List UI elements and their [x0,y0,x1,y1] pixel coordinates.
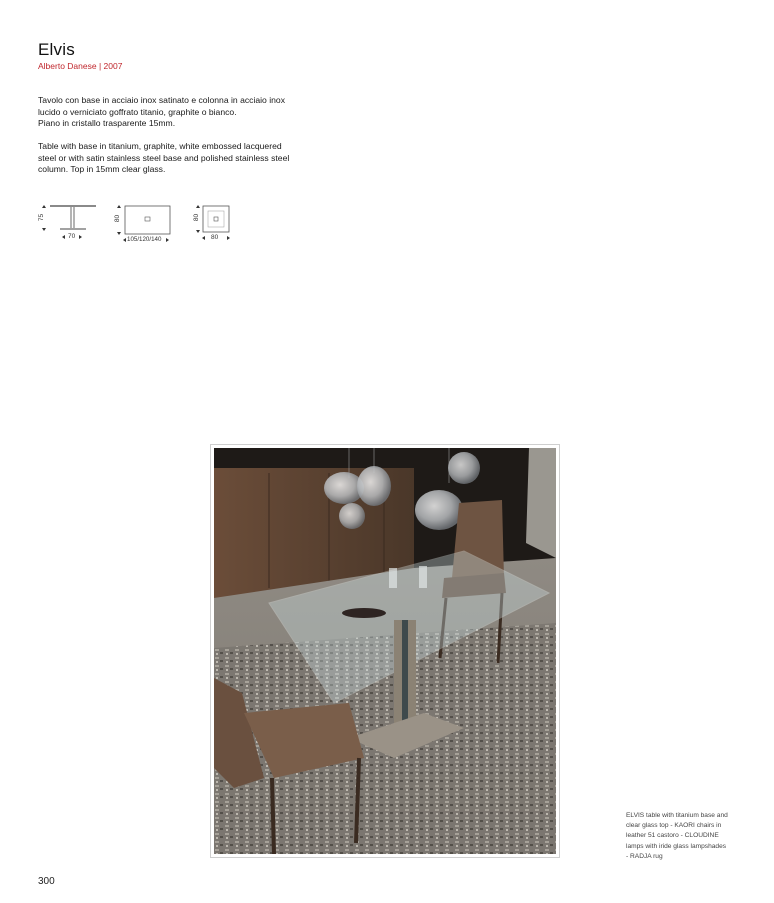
square-width-label: 80 [211,234,219,241]
side-height-label: 75 [38,213,46,222]
square-top-view-diagram [192,200,240,244]
product-photo-frame [210,444,560,858]
rect-top-view-diagram [113,200,177,248]
rect-length-label: 105/120/140 [127,236,162,243]
page-number: 300 [38,876,55,887]
side-view-diagram [36,200,100,244]
product-title: Elvis [38,40,75,59]
description-english: Table with base in titanium, graphite, white embossed lacquered steel or with satin stainless steel base and polished stainless steel column. Top in 15mm clear glass. [38,141,290,174]
photo-caption: ELVIS table with titanium base and clear glass top - KAORI chairs in leather 51 castoro - CLOUDINE lamps with iride glass lampshades - RADJA rug [626,812,728,860]
description-italian: Tavolo con base in acciaio inox satinato e colonna in acciaio inox lucido o verniciato goffrato titanio, graphite o bianco. Piano in cristallo trasparente 15mm. [38,95,285,128]
product-photo [214,448,556,854]
rect-depth-label: 80 [114,214,122,223]
square-depth-label: 80 [193,213,201,222]
side-width-label: 70 [68,233,76,240]
designer-year: Alberto Danese | 2007 [38,61,123,71]
